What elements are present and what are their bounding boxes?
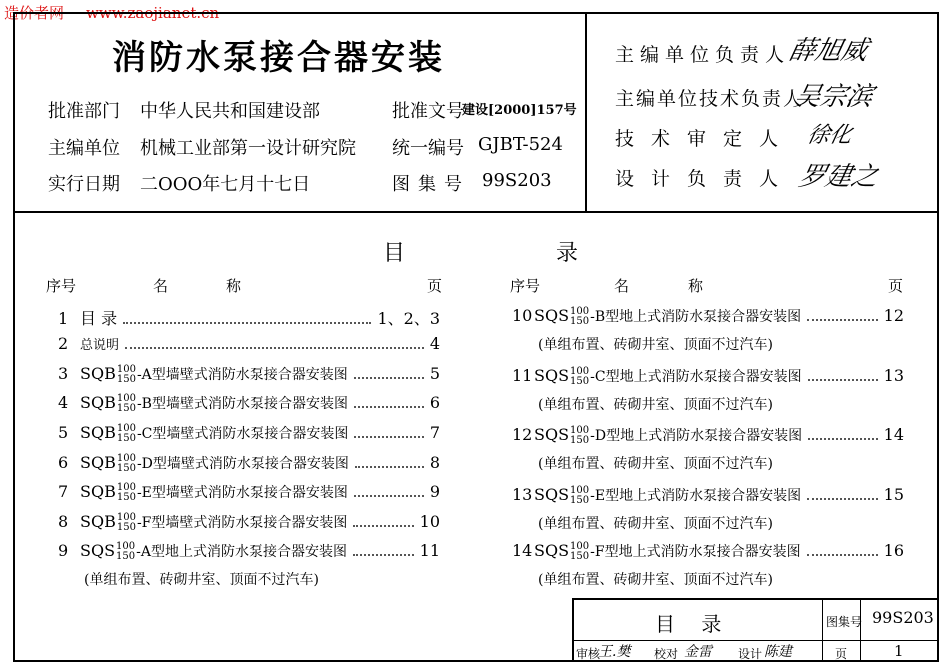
- toc-row: [58, 541, 440, 562]
- model-superscript: 100: [116, 363, 136, 375]
- effective-date-value: 二OOO年七月十七日: [140, 174, 311, 195]
- model-superscript: 100: [116, 452, 136, 464]
- toc-row-page: 14: [883, 425, 904, 444]
- signature-tech-reviewer: 徐化: [804, 123, 855, 148]
- toc-leader-dots: [808, 438, 878, 440]
- toc-row-title: SQS 100 150 -E型地上式消防水泵接合器安装图: [534, 484, 802, 506]
- toc-row-page: 6: [429, 393, 440, 412]
- model-subscript: 150: [116, 373, 136, 385]
- role-design-head: 设计负责人: [615, 168, 796, 190]
- toc-row-page: 15: [883, 485, 904, 504]
- toc-row: [58, 364, 440, 385]
- title-block-review-signature: 王.樊: [598, 644, 631, 660]
- toc-leader-dots: [354, 377, 424, 379]
- toc-row-title: SQS 100 150 -D型地上式消防水泵接合器安装图: [534, 424, 803, 446]
- toc-row-number: 9: [58, 541, 69, 560]
- toc-row-number: 10: [512, 306, 533, 325]
- col-header-no-left: 序号: [46, 277, 77, 295]
- approval-doc-label: 批准文号: [392, 101, 464, 122]
- toc-row-page: 7: [429, 423, 440, 442]
- editor-unit-label: 主编单位: [48, 138, 120, 159]
- toc-row-page: 4: [429, 334, 440, 353]
- toc-row-page: 9: [429, 482, 440, 501]
- model-subscript: 150: [116, 432, 136, 444]
- toc-leader-dots: [353, 554, 414, 556]
- toc-row-title: SQB 100 150 -E型墙壁式消防水泵接合器安装图: [80, 481, 348, 503]
- title-block-design-signature: 陈建: [764, 644, 792, 660]
- title-block-design-label: 设计: [738, 647, 763, 661]
- toc-row-title: SQB 100 150 -C型墙壁式消防水泵接合器安装图: [80, 422, 349, 444]
- title-block-page-label: 页: [835, 647, 848, 661]
- toc-heading-left: 目: [383, 241, 406, 266]
- title-block-review-label: 审核: [576, 647, 601, 661]
- toc-leader-dots: [808, 379, 878, 381]
- title-block-top-line: [572, 598, 939, 600]
- toc-row-page: 13: [883, 366, 904, 385]
- title-block-divider-2: [860, 598, 861, 662]
- atlas-no-label: 图集号: [392, 174, 470, 195]
- toc-leader-dots: [125, 347, 424, 349]
- toc-leader-dots: [354, 495, 424, 497]
- model-subscript: 150: [570, 550, 590, 562]
- model-superscript: 100: [570, 540, 590, 552]
- toc-row: [58, 306, 440, 329]
- toc-row: [512, 306, 904, 327]
- model-superscript: 100: [570, 484, 590, 496]
- toc-leader-dots: [807, 319, 877, 321]
- toc-row-title: SQB 100 150 -B型墙壁式消防水泵接合器安装图: [80, 392, 348, 414]
- approval-dept-value: 中华人民共和国建设部: [140, 101, 320, 122]
- header-divider: [13, 211, 939, 213]
- model-subscript: 150: [116, 462, 136, 474]
- model-subscript: 150: [116, 521, 136, 533]
- toc-row-page: 12: [883, 306, 904, 325]
- model-subscript: 150: [570, 494, 590, 506]
- col-header-name-right-2: 称: [688, 277, 704, 295]
- toc-row-number: 12: [512, 425, 533, 444]
- toc-row: [58, 453, 440, 474]
- toc-leader-dots: [354, 406, 424, 408]
- col-header-name-left-1: 名: [153, 277, 169, 295]
- title-block-page-value: 1: [894, 642, 904, 660]
- toc-row: [512, 425, 904, 446]
- drawing-set-title: 消防水泵接合器安装: [112, 38, 445, 78]
- toc-row-number: 3: [58, 364, 69, 383]
- toc-row-title: SQS 100 150 -A型地上式消防水泵接合器安装图: [80, 540, 347, 562]
- toc-row-number: 14: [512, 541, 533, 560]
- model-subscript: 150: [116, 402, 136, 414]
- model-superscript: 100: [116, 540, 136, 552]
- toc-row-title: SQS 100 150 -F型地上式消防水泵接合器安装图: [534, 540, 801, 562]
- title-block-atlas-label: 图集号: [826, 615, 863, 629]
- toc-row-page: 8: [429, 453, 440, 472]
- signature-design-head: 罗建之: [796, 162, 881, 192]
- col-header-page-left: 页: [427, 277, 443, 295]
- toc-row-page: 1、2、3: [377, 309, 440, 328]
- toc-row-title: 目 录: [80, 309, 118, 328]
- toc-row: [58, 512, 440, 533]
- model-subscript: 150: [570, 315, 590, 327]
- toc-row-number: 4: [58, 393, 69, 412]
- role-chief-editor-head: 主编单位负责人: [615, 44, 791, 66]
- title-block-drawing-title: 目 录: [655, 612, 732, 636]
- toc-row-page: 5: [429, 364, 440, 383]
- toc-row: [58, 393, 440, 414]
- atlas-no-value: 99S203: [482, 170, 552, 191]
- toc-row-number: 11: [512, 366, 533, 385]
- model-subscript: 150: [570, 375, 590, 387]
- col-header-no-right: 序号: [510, 277, 541, 295]
- effective-date-label: 实行日期: [48, 174, 120, 195]
- model-subscript: 150: [570, 434, 590, 446]
- toc-row-number: 1: [58, 309, 69, 328]
- toc-row-note: (单组布置、砖砌井室、顶面不过汽车): [538, 397, 773, 413]
- toc-leader-dots: [807, 498, 878, 500]
- toc-row-title: 总说明: [80, 338, 120, 353]
- toc-row-title: SQS 100 150 -B型地上式消防水泵接合器安装图: [534, 305, 802, 327]
- toc-leader-dots: [354, 436, 423, 438]
- model-subscript: 150: [116, 491, 136, 503]
- toc-row-title: SQS 100 150 -C型地上式消防水泵接合器安装图: [534, 365, 802, 387]
- model-superscript: 100: [116, 422, 136, 434]
- title-block-atlas-value: 99S203: [872, 608, 934, 627]
- role-tech-reviewer: 技术审定人: [615, 128, 796, 150]
- watermark-url: www.zaojianet.cn: [86, 4, 220, 22]
- title-block-divider-1: [822, 598, 823, 662]
- toc-row-number: 13: [512, 485, 533, 504]
- toc-row-page: 10: [419, 512, 440, 531]
- toc-row-note: (单组布置、砖砌井室、顶面不过汽车): [538, 337, 773, 353]
- signature-chief-editor-head: 薛旭威: [786, 36, 871, 66]
- approval-doc-value: 建设[2000]157号: [462, 103, 577, 118]
- approval-dept-label: 批准部门: [48, 101, 120, 122]
- toc-leader-dots: [123, 322, 371, 324]
- unified-no-label: 统一编号: [392, 138, 464, 159]
- model-superscript: 100: [116, 511, 136, 523]
- toc-leader-dots: [355, 466, 424, 468]
- unified-no-value: GJBT-524: [478, 134, 563, 155]
- col-header-page-right: 页: [888, 277, 904, 295]
- toc-heading-right: 录: [556, 241, 579, 266]
- toc-row: [58, 423, 440, 444]
- toc-row-page: 11: [419, 541, 440, 560]
- toc-row-title: SQB 100 150 -D型墙壁式消防水泵接合器安装图: [80, 452, 349, 474]
- title-block-check-signature: 金雷: [684, 644, 712, 660]
- signature-chief-tech-head: 吴宗滨: [791, 82, 876, 112]
- model-superscript: 100: [570, 365, 590, 377]
- toc-leader-dots: [807, 554, 878, 556]
- editor-unit-value: 机械工业部第一设计研究院: [140, 138, 356, 159]
- toc-row: [512, 541, 904, 562]
- toc-leader-dots: [353, 525, 413, 527]
- toc-row: [58, 482, 440, 503]
- toc-row-title: SQB 100 150 -F型墙壁式消防水泵接合器安装图: [80, 511, 348, 533]
- model-superscript: 100: [570, 424, 590, 436]
- role-chief-tech-head: 主编单位技术负责人: [615, 88, 805, 110]
- toc-row: [512, 366, 904, 387]
- toc-row-note: (单组布置、砖砌井室、顶面不过汽车): [84, 572, 319, 588]
- model-superscript: 100: [116, 481, 136, 493]
- model-subscript: 150: [116, 550, 136, 562]
- toc-row-title: SQB 100 150 -A型墙壁式消防水泵接合器安装图: [80, 363, 348, 385]
- col-header-name-left-2: 称: [226, 277, 242, 295]
- toc-row-number: 7: [58, 482, 69, 501]
- header-vertical-divider: [585, 12, 587, 212]
- toc-row-number: 2: [58, 334, 69, 353]
- toc-row: [512, 485, 904, 506]
- model-superscript: 100: [570, 305, 590, 317]
- col-header-name-right-1: 名: [614, 277, 630, 295]
- toc-row-note: (单组布置、砖砌井室、顶面不过汽车): [538, 516, 773, 532]
- toc-row-number: 6: [58, 453, 69, 472]
- title-block-left-line: [572, 598, 574, 662]
- toc-row-note: (单组布置、砖砌井室、顶面不过汽车): [538, 456, 773, 472]
- toc-row-page: 16: [883, 541, 904, 560]
- watermark-site: 造价者网: [4, 4, 65, 22]
- toc-row-number: 5: [58, 423, 69, 442]
- toc-row: [58, 334, 440, 353]
- title-block-check-label: 校对: [654, 647, 679, 661]
- toc-row-note: (单组布置、砖砌井室、顶面不过汽车): [538, 572, 773, 588]
- model-superscript: 100: [116, 392, 136, 404]
- toc-row-number: 8: [58, 512, 69, 531]
